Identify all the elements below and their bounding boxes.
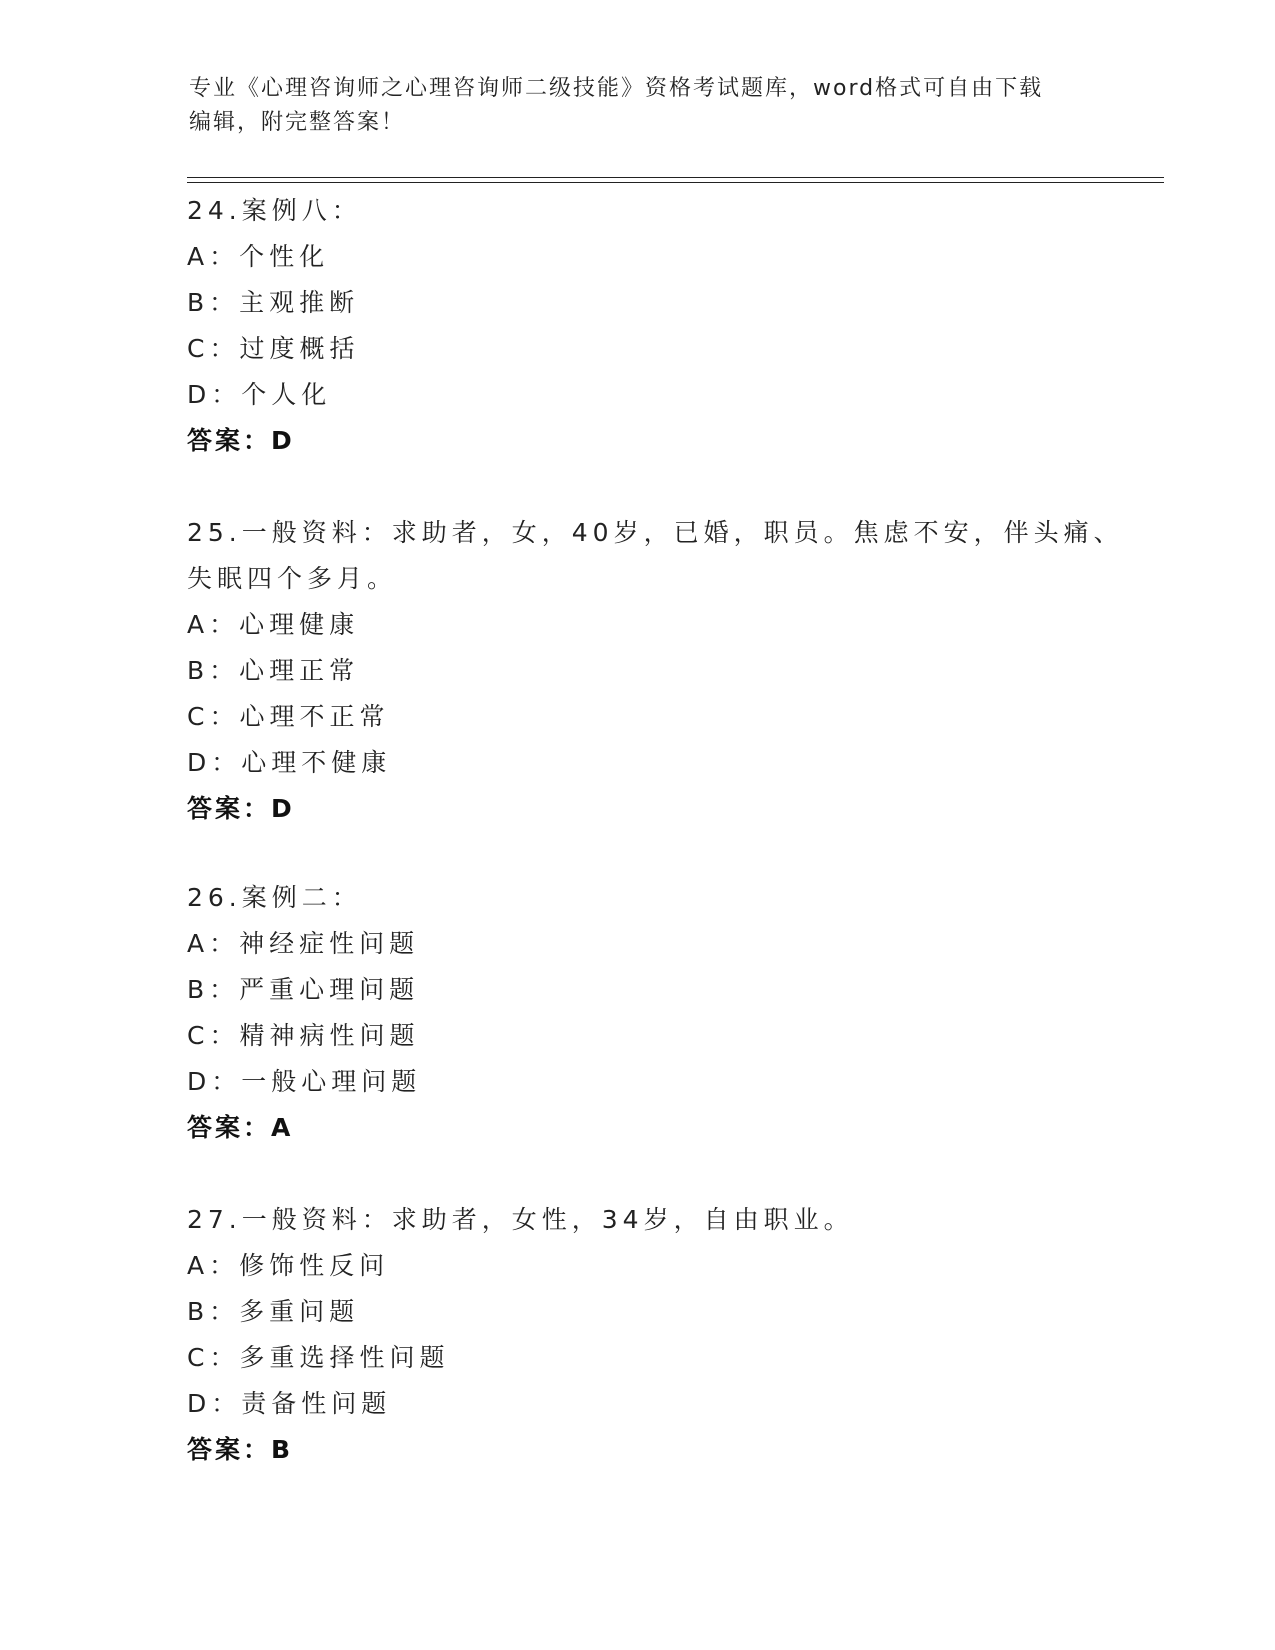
option-a: A：个性化 (187, 242, 330, 271)
answer-line: 答案：D (187, 794, 295, 823)
question-25 (187, 510, 1147, 832)
option-d: D：一般心理问题 (187, 1067, 422, 1096)
header-divider-bottom (187, 182, 1164, 183)
answer-line: 答案：B (187, 1435, 294, 1464)
question-24 (187, 188, 1147, 464)
option-d: D：责备性问题 (187, 1389, 392, 1418)
question-stem: 26.案例二： (187, 883, 362, 912)
option-d: D：个人化 (187, 380, 332, 409)
header-line-1: 专业《心理咨询师之心理咨询师二级技能》资格考试题库，word格式可自由下载 (189, 76, 1044, 101)
option-b: B：多重问题 (187, 1297, 360, 1326)
option-c: C：多重选择性问题 (187, 1343, 450, 1372)
header-divider-top (187, 177, 1164, 178)
option-b: B：心理正常 (187, 656, 360, 685)
option-c: C：精神病性问题 (187, 1021, 420, 1050)
answer-line: 答案：D (187, 426, 295, 455)
option-c: C：过度概括 (187, 334, 360, 363)
option-b: B：严重心理问题 (187, 975, 420, 1004)
option-a: A：修饰性反问 (187, 1251, 390, 1280)
question-stem: 27.一般资料：求助者，女性，34岁，自由职业。 (187, 1205, 854, 1234)
option-d: D：心理不健康 (187, 748, 392, 777)
answer-line: 答案：A (187, 1113, 294, 1142)
question-stem: 24.案例八： (187, 196, 362, 225)
document-header (189, 72, 1089, 140)
question-27 (187, 1197, 1147, 1473)
option-a: A：心理健康 (187, 610, 360, 639)
option-a: A：神经症性问题 (187, 929, 420, 958)
question-stem-continued: 失眠四个多月。 (187, 564, 398, 593)
option-b: B：主观推断 (187, 288, 360, 317)
question-stem: 25.一般资料：求助者，女，40岁，已婚，职员。焦虑不安，伴头痛、 (187, 518, 1124, 547)
option-c: C：心理不正常 (187, 702, 390, 731)
question-26 (187, 875, 1147, 1151)
header-line-2: 编辑，附完整答案！ (189, 110, 406, 135)
